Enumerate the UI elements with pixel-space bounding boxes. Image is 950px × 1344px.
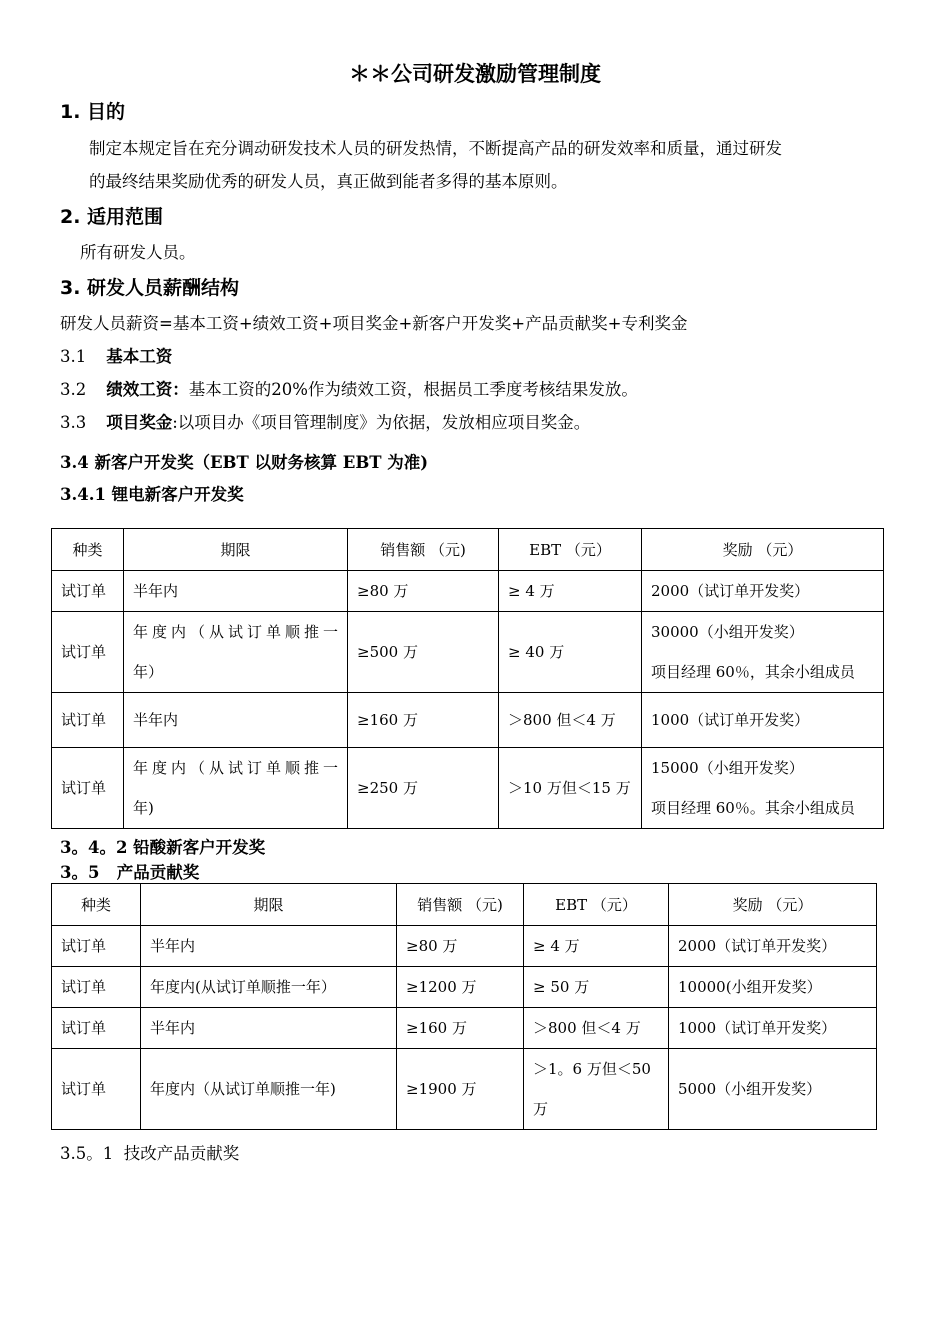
cell-sales: ≥80 万	[397, 926, 524, 967]
table-row	[52, 748, 884, 829]
cell-type: 试订单	[52, 693, 124, 748]
section-3-2-title: 绩效工资：	[106, 380, 189, 399]
section-3-1-number: 3.1	[60, 347, 87, 366]
cell-ebt: ≥ 4 万	[499, 571, 642, 612]
section-1-paragraph-line-1: 制定本规定旨在充分调动研发技术人员的研发热情，不断提高产品的研发效率和质量，通过研发	[89, 139, 782, 158]
cell-period-line-2: 年）	[133, 663, 164, 681]
cell-period	[124, 612, 348, 693]
section-1-paragraph-line-2: 的最终结果奖励优秀的研发人员，真正做到能者多得的基本原则。	[89, 172, 568, 191]
cell-ebt: ≥ 50 万	[524, 967, 669, 1008]
cell-period: 年度内（从试订单顺推一年)	[141, 1049, 397, 1130]
section-3-1	[60, 343, 172, 367]
cell-reward: 10000(小组开发奖）	[669, 967, 877, 1008]
cell-period: 半年内	[124, 571, 348, 612]
cell-ebt: ＞800 但＜4 万	[524, 1008, 669, 1049]
header-reward: 奖励 （元）	[669, 884, 877, 926]
table-row	[52, 1049, 877, 1130]
cell-period: 半年内	[141, 1008, 397, 1049]
table-row	[52, 612, 884, 693]
cell-sales: ≥500 万	[348, 612, 499, 693]
section-3-3-text: :以项目办《项目管理制度》为依据，发放相应项目奖金。	[172, 413, 591, 432]
cell-reward-line-2: 项目经理 60％，其余小组成员	[651, 663, 855, 681]
cell-type: 试订单	[52, 926, 141, 967]
cell-period	[124, 748, 348, 829]
cell-reward-line-1: 30000（小组开发奖）	[651, 623, 804, 641]
cell-period: 半年内	[141, 926, 397, 967]
cell-ebt-line-1: ＞1。6 万但＜50	[533, 1060, 651, 1078]
table-row	[52, 571, 884, 612]
header-period: 期限	[124, 529, 348, 571]
header-type: 种类	[52, 529, 124, 571]
cell-type: 试订单	[52, 967, 141, 1008]
section-2-paragraph: 所有研发人员。	[80, 243, 196, 262]
table-row	[52, 693, 884, 748]
cell-period: 年度内(从试订单顺推一年）	[141, 967, 397, 1008]
cell-type: 试订单	[52, 1008, 141, 1049]
table-header-row	[52, 529, 884, 571]
cell-period-line-1: 年度内（从试订单顺推一	[133, 623, 338, 641]
cell-ebt: ≥ 40 万	[499, 612, 642, 693]
cell-reward	[642, 612, 884, 693]
section-3-heading: 3. 研发人员薪酬结构	[60, 277, 240, 299]
cell-sales: ≥1200 万	[397, 967, 524, 1008]
section-3-1-title: 基本工资	[106, 347, 173, 366]
cell-ebt	[524, 1049, 669, 1130]
section-3-5-heading: 3。5 产品贡献奖	[60, 863, 200, 882]
cell-reward: 1000（试订单开发奖）	[669, 1008, 877, 1049]
cell-reward: 2000（试订单开发奖）	[642, 571, 884, 612]
table-header-row	[52, 884, 877, 926]
cell-period-line-1: 年度内（从试订单顺推一	[133, 759, 338, 777]
cell-period: 半年内	[124, 693, 348, 748]
lead-acid-new-customer-table	[51, 883, 877, 1130]
cell-reward: 5000（小组开发奖）	[669, 1049, 877, 1130]
salary-formula: 研发人员薪资=基本工资+绩效工资+项目奖金+新客户开发奖+产品贡献奖+专利奖金	[60, 314, 688, 333]
cell-sales: ≥250 万	[348, 748, 499, 829]
cell-ebt: ≥ 4 万	[524, 926, 669, 967]
header-ebt: EBT （元）	[499, 529, 642, 571]
cell-reward	[642, 748, 884, 829]
table-row	[52, 926, 877, 967]
section-3-4-heading: 3.4 新客户开发奖（EBT 以财务核算 EBT 为准)	[60, 453, 429, 472]
cell-sales: ≥1900 万	[397, 1049, 524, 1130]
cell-reward-line-1: 15000（小组开发奖）	[651, 759, 804, 777]
cell-ebt: ＞800 但＜4 万	[499, 693, 642, 748]
cell-sales: ≥160 万	[397, 1008, 524, 1049]
header-reward: 奖励 （元）	[642, 529, 884, 571]
lithium-new-customer-table	[51, 528, 884, 829]
section-3-3-title: 项目奖金	[106, 413, 173, 432]
cell-type: 试订单	[52, 612, 124, 693]
cell-type: 试订单	[52, 571, 124, 612]
table-row	[52, 967, 877, 1008]
cell-period-line-2: 年)	[133, 799, 154, 817]
section-3-4-1-heading: 3.4.1 锂电新客户开发奖	[60, 485, 244, 504]
cell-sales: ≥160 万	[348, 693, 499, 748]
cell-reward-line-2: 项目经理 60％。其余小组成员	[651, 799, 855, 817]
header-sales: 销售额 （元)	[397, 884, 524, 926]
cell-reward: 1000（试订单开发奖）	[642, 693, 884, 748]
document-title: ＊＊公司研发激励管理制度	[349, 62, 601, 86]
header-sales: 销售额 （元)	[348, 529, 499, 571]
section-3-5-1-heading: 3.5。1 技改产品贡献奖	[60, 1144, 240, 1163]
section-1-heading: 1. 目的	[60, 101, 126, 123]
header-type: 种类	[52, 884, 141, 926]
section-3-4-2-heading: 3。4。2 铅酸新客户开发奖	[60, 838, 266, 857]
header-ebt: EBT （元）	[524, 884, 669, 926]
section-2-heading: 2. 适用范围	[60, 206, 164, 228]
cell-ebt-line-2: 万	[533, 1100, 549, 1118]
table-row	[52, 1008, 877, 1049]
cell-type: 试订单	[52, 748, 124, 829]
section-3-3-number: 3.3	[60, 413, 87, 432]
section-3-2-number: 3.2	[60, 380, 87, 399]
cell-reward: 2000（试订单开发奖）	[669, 926, 877, 967]
cell-type: 试订单	[52, 1049, 141, 1130]
cell-ebt: ＞10 万但＜15 万	[499, 748, 642, 829]
section-3-2-text: 基本工资的20%作为绩效工资，根据员工季度考核结果发放。	[188, 380, 638, 399]
header-period: 期限	[141, 884, 397, 926]
cell-sales: ≥80 万	[348, 571, 499, 612]
section-3-2	[60, 376, 638, 400]
section-3-3	[60, 409, 590, 433]
